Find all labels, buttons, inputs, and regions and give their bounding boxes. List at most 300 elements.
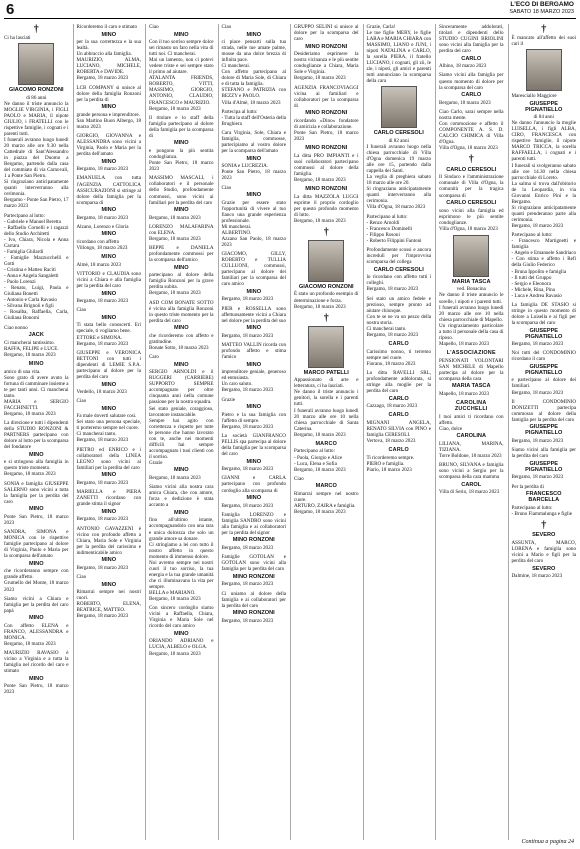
- deceased-name: MINO: [28, 506, 44, 513]
- notice-text: I funerali avranno luogo lunedì 20 marzo alle ore 9.30 nella Cattedrale di Sant'Alessandro in piazza del Duomo a Bergamo, partendo dalla casa del commiato di via Carnovali, 1 a Ponte San Pietro.: [4, 136, 69, 180]
- deceased-name: MINO: [101, 508, 117, 515]
- death-notice: [512, 302, 577, 347]
- deceased-name: MINO: [246, 404, 262, 411]
- notice-text: La ditta RAVELLI SRL, profondamente addolorata, si stringe alla moglie per la perdita del caro: [366, 369, 431, 395]
- deceased-name: CARLO: [388, 395, 409, 402]
- notice-text: - Raffaello Cornelli e i ragazzi dello Studio Architetti: [4, 224, 69, 237]
- deceased-name: SEVERO: [532, 532, 556, 539]
- deceased-name: MINO RONZONI: [232, 573, 275, 580]
- notice-text: PIERO e famiglia.: [366, 460, 405, 467]
- notice-text: Partecipano al lutto:: [511, 232, 553, 239]
- deceased-name: MINO: [246, 155, 262, 162]
- death-notice: [439, 109, 504, 151]
- notice-text: Villa d'Ogna, 18 marzo 2023: [439, 225, 498, 232]
- notice-text: Partecipano al lutto:: [294, 448, 336, 455]
- notice-text: Bergamo, 18 marzo 2023: [221, 423, 274, 430]
- notice-text: Ricorderemo il caro e stimato: [76, 24, 138, 30]
- death-notice: [4, 481, 69, 526]
- notice-text: SONIA e famiglia GIUSEPPE SALERNO sono vicini a tutta la famiglia per la perdita del caro: [4, 480, 69, 505]
- deceased-name: CARLO CERESOLI: [446, 200, 497, 207]
- notice-text: e pongono la più sentita condoglianza.: [149, 147, 214, 161]
- notice-text: Si ringraziano anticipatamente quanti interverranno alla cerimonia.: [366, 186, 431, 205]
- death-notice: [512, 484, 577, 517]
- notice-text: Ciao: [76, 398, 87, 405]
- deceased-name: MINO: [173, 630, 189, 637]
- notice-heading: MINO: [28, 361, 44, 368]
- notice-text: e si stringono alla famiglia in questo triste momento.: [4, 459, 69, 472]
- notice-text: MAURIZIO, ALMA, LUCIANO, MICHELE, ROBERTA e DAVIDE.: [76, 57, 141, 76]
- notice-text: Ti stata bello conoscerti. Eri speciale, ti vogliamo bene.: [76, 322, 141, 335]
- deceased-name: MINO: [173, 509, 189, 516]
- notice-text: MARIA e SERGIO FACCHINETTI.: [4, 398, 69, 411]
- notice-text: BELLA e MARIANO.: [149, 589, 196, 596]
- notice-text: Si ringraziano anticipatamente quanti interverranno alla cerimonia.: [4, 179, 69, 198]
- death-notice: [4, 420, 69, 477]
- notice-text: Il CONDOMINIO DONIZETTI partecipa commosso al dolore della famiglia per la perdita del caro: [511, 398, 576, 423]
- notice-text: Siamo vicini alla famiglia per la perdita del caro: [511, 447, 576, 460]
- notice-text: Bergamo, 18 marzo 2023: [294, 303, 346, 310]
- notice-text: BEPPE e DANIELA profondamente commossi per la scomparsa dell'amico: [149, 245, 214, 264]
- publication-name: L'ECO DI BERGAMO: [510, 1, 574, 8]
- notice-text: sono vicini alla famiglia ed esprimono le più sentite condoglianze.: [439, 207, 504, 226]
- notice-text: Con commozione e affetto il COMPONENTE A. S. D. CALCIO CHIMICA di Villa d'Ogna.: [439, 120, 504, 146]
- notice-text: Ciao: [76, 307, 87, 314]
- publication-date: SABATO 18 MARZO 2023: [509, 8, 574, 15]
- notice-text: Bergamo, 18 marzo 2023: [366, 286, 419, 293]
- notice-text: Mai un lamento, non ci potevi vedere triste e sei sempre stato il primo ad aiutare.: [149, 57, 214, 76]
- deceased-name: MINO: [101, 290, 117, 297]
- deceased-name: MINO: [28, 675, 44, 682]
- death-notice: [512, 350, 577, 395]
- notice-text: GIORGIO, GIOVANNA e ALESSANDRA sono vicini a Virginia, Paolo e Maria per la perdita dell'amato: [76, 133, 141, 158]
- death-notice: [222, 554, 287, 587]
- notice-text: LILIANA, MARINA, TIZIANA.: [439, 440, 504, 453]
- notice-text: Ciao: [221, 184, 232, 191]
- death-notice: [294, 441, 359, 473]
- death-notice: [4, 650, 69, 695]
- notice-text: Un abbraccio alla famiglia.: [76, 51, 132, 58]
- notice-text: Con affetto partecipano al dolore di Maria Sole, di Chiara e di tutta la famiglia.: [221, 69, 286, 88]
- deceased-name: MINO: [173, 140, 189, 147]
- notice-text: Siamo vicini alla nostra cara amica Chiara, che con amore, forza e dedizione è stata accanto a: [149, 484, 214, 509]
- death-notice: [4, 213, 69, 322]
- death-notice: [77, 447, 142, 486]
- notice-text: Bergamo, 18 marzo 2023: [221, 332, 274, 339]
- notice-text: PIER e ROSSELLA sono affettuosamente vicini a Chiara nel dolore per la perdita del suo: [221, 305, 286, 324]
- death-notice: [512, 447, 577, 480]
- notice-text: Bergamo, 18 marzo 2023: [149, 235, 201, 242]
- notice-text: MATTEO VALLIN ricorda con profondo affetto e stima l'amico: [221, 342, 286, 361]
- death-notice: [77, 175, 142, 220]
- death-notice: [149, 484, 214, 602]
- death-notice: [512, 520, 577, 579]
- notice-text: Grazie, Carla!: [366, 24, 396, 30]
- notice-text: Noi avremo sempre nei nostri cuori il tuo sorriso, la tua energia e la tua grande umanità che ci illuminavano la vita per sempre.: [149, 559, 214, 590]
- notice-text: Famiglie GOTOLAN e GOTOLAN sono vicini alla famiglia per la perdita del caro: [221, 554, 286, 573]
- deceased-name: MINO: [173, 31, 189, 38]
- notice-text: Bergamo, 18 marzo 2023: [149, 474, 201, 481]
- deceased-name: CAROLINA: [456, 433, 487, 440]
- notice-text: Almè, 18 marzo 2023: [76, 261, 121, 268]
- notice-text: - Rosalba, Raffaella, Carla, Giuliana Bonomi: [4, 309, 69, 322]
- death-notice: [512, 399, 577, 444]
- notice-text: Grazie: [149, 459, 163, 466]
- notice-text: Ciao, dolce: [439, 425, 463, 432]
- death-notice: [294, 227, 359, 310]
- death-notice: [294, 24, 359, 81]
- notice-text: Siamo vicini a Chiara e famiglia per la perdita del caro papà: [4, 595, 69, 614]
- notice-text: Bergamo, 18 marzo 2023: [76, 298, 129, 305]
- deceased-photo: [526, 49, 562, 91]
- notice-text: ci piace pensarti sulla tua strada, nelle tue amate palme, mosse da una dolce brezza di infinita pace.: [221, 39, 286, 64]
- notice-text: MASSIMO MASCALI, i collaboratori e il personale dello Studio, profondamente commossi, sono vicini ai familiari per la perdita del caro: [149, 175, 214, 206]
- notice-text: ORIANDO ADRIANO e LUCIA, ALBELO e OLGA.: [149, 638, 214, 651]
- notice-text: Il Sindaco e l'amministrazione comunale di Villa d'Ogna, la comunità per la tragica scomparsa di: [439, 174, 504, 199]
- death-notice: [512, 232, 577, 299]
- notice-text: Famiglia LORENZO e famiglia SANDRO sono vicini alla famiglia e ai collaboratori per la perdita del signor: [221, 511, 286, 536]
- death-notice: [222, 306, 287, 339]
- notice-text: e partecipano al dolore dei familiari.: [511, 377, 576, 390]
- notice-text: Ponte San Pietro, 18 marzo 2023: [4, 513, 69, 526]
- death-notice: [4, 529, 69, 592]
- deceased-name: MINO: [28, 615, 44, 622]
- cross-icon: †: [33, 24, 39, 35]
- notice-text: I tuoi amici ti ricordano con affetto.: [439, 413, 504, 426]
- notice-text: che ricorderanno sempre con grande affetto.: [4, 568, 69, 581]
- notice-text: LCB COMPANY si unisce al dolore della famiglia Ronzoni per la perdita di: [76, 84, 141, 103]
- notice-text: - Renzo Arnoldi: [366, 219, 400, 226]
- notice-text: Piario, 18 marzo 2023: [366, 466, 412, 473]
- notice-text: Sempre hai agito con correttezza e rispetto per tutte le persone che hanno lavorato con te, anche nei momenti difficili hai sempre accompagnato i tuoi clienti con il sorriso.: [149, 417, 214, 460]
- notice-text: La famiglia DE STASIO si stringe in questo momento di dolore a Luisella e ai figli per la scomparsa del caro: [511, 301, 576, 327]
- notice-text: - Angelo e Emanuele Sandriaco: [511, 250, 576, 257]
- death-notice: [367, 24, 432, 211]
- notice-text: ARTURO, ZAIRA e famiglia.: [294, 502, 356, 509]
- notice-text: Ponte San Pietro, 18 marzo 2023: [149, 160, 214, 173]
- death-notice: [439, 400, 504, 459]
- death-notice: [222, 251, 287, 302]
- notice-text: La ditta PRO IMPIANTI e i suoi collaboratori partecipano commossi al dolore della famiglia.: [294, 152, 359, 177]
- notice-text: Il titolare e lo staff della famiglia partecipano al dolore della famiglia per la scomparsa di: [149, 114, 214, 139]
- notice-text: Sei stato una persona speciale, ti porteremo sempre nel cuore.: [76, 419, 141, 432]
- death-notice: [149, 245, 214, 296]
- notice-text: Sono grato di avere avuto la fortuna di camminare insieme a te per tanti anni. Ci mancherai tanto.: [4, 374, 69, 399]
- notice-text: Bergamo, 18 marzo 2023: [149, 650, 201, 657]
- column-2: [73, 24, 142, 840]
- death-notice: [222, 397, 287, 430]
- death-notice: [222, 342, 287, 393]
- notice-text: Sei stato geniale, coraggioso, lavoratore instancabile.: [149, 405, 214, 418]
- deceased-name: MINO: [101, 472, 117, 479]
- column-4: [218, 24, 287, 840]
- notice-text: La salma si trova dall'obitorio de la Leopardia, in via Giovanni Enrico Pini e la Bergamo.: [511, 180, 576, 205]
- notice-text: Ciao: [149, 24, 159, 30]
- notice-text: San Martino Buon Albergo, 18 marzo 2023: [76, 117, 141, 130]
- notice-text: Bergamo, 18 marzo 2023: [76, 75, 129, 82]
- notice-text: SONIA e LUCREZIA.: [221, 163, 269, 170]
- deceased-photo: [381, 86, 417, 128]
- deceased-name: MINO: [101, 158, 117, 165]
- column-5: [290, 24, 359, 840]
- notice-text: Ci mancherai.: [221, 63, 251, 70]
- death-notice: [77, 307, 142, 346]
- notice-text: I funerali avranno luogo lunedì 20 marzo alle ore 10 nella chiesa parrocchiale di Santa Caterina.: [294, 407, 359, 432]
- notice-text: Bergamo, 18 marzo 2023: [149, 105, 201, 112]
- notice-text: Rimarrai sempre nei nostri cuori.: [76, 589, 141, 602]
- notice-text: Bergamo, 18 marzo 2023: [76, 479, 129, 486]
- notice-text: Ne danno l'annuncio la moglie LUISELLA, i figli ALBA, CIRO, FRANCESCA con rispettive famiglie, il nipote MARCO TRICCA, la sorella RAFFAELLA, i cognati e i parenti tutti.: [511, 120, 576, 163]
- death-notice: [77, 398, 142, 443]
- death-notice: [77, 224, 142, 251]
- notice-text: Mapello, 18 marzo 2023: [439, 340, 490, 347]
- deceased-photo: [18, 43, 54, 85]
- death-notice: [77, 489, 142, 522]
- death-notice: [4, 325, 69, 358]
- notice-text: Partecipano al lutto:: [511, 504, 553, 511]
- deceased-name: MARCO: [315, 483, 337, 490]
- notice-text: MARIELLA e PIERA ZANETTI ricordano con grande stima il signor: [76, 489, 141, 508]
- notice-text: Appassionato di arte e letteratura, ci ha lasciati.: [294, 377, 359, 390]
- cross-icon: †: [541, 24, 547, 35]
- deceased-name: GIACOMO RONZONI: [8, 87, 64, 94]
- notice-text: Bergamo, 18 marzo 2023: [221, 466, 274, 473]
- notice-text: Ci mancherai tantissimo.: [4, 339, 55, 346]
- notice-text: Bergamo, 18 marzo 2023: [4, 471, 56, 478]
- deceased-name: MINO: [101, 581, 117, 588]
- notice-text: Si ringraziano anticipatamente quanti prenderanno parte alla cerimonia.: [511, 204, 576, 223]
- deceased-name: CARLO CERESOLI: [373, 266, 424, 273]
- notice-text: AGENZIA FRANCOVIAGGI vicina ai familiari e collaboratori per la scomparsa di: [294, 84, 359, 109]
- notice-text: Bergamo, 18 marzo 2023: [76, 516, 129, 523]
- death-notice: [367, 214, 432, 244]
- notice-text: Ciao: [294, 475, 304, 482]
- notice-text: Con sincero cordoglio siamo vicini a Raffaella, Chiara, Virginia e Maria Sole nel ricordo del caro amico: [149, 605, 214, 630]
- death-notice: [77, 24, 142, 81]
- notice-text: lo ricordano con affetto tutti i colleghi.: [366, 274, 431, 287]
- notice-text: Bergamo, 18 marzo 2023: [76, 166, 129, 173]
- death-notice: [222, 185, 287, 248]
- notice-text: Bergamo, 18 marzo 2023: [76, 340, 129, 347]
- death-notice: [149, 24, 214, 112]
- death-notice: [4, 596, 69, 647]
- notice-text: - Paola, Giorgio e Alice: [294, 454, 343, 461]
- notice-subtext: ved. Bonacina: [456, 286, 486, 293]
- deceased-name: MINO RONZONI: [305, 145, 348, 152]
- notice-text: Ci mancherai tanto.: [76, 431, 117, 438]
- notice-text: ANTONIO GAVAZZENI è vicino con profondo affetto a Chiara, Maria Sole e Virginia per la perdita del carissimo e indimenticabile amico: [76, 525, 141, 556]
- notice-text: Bergamo, 18 marzo 2023: [294, 217, 346, 224]
- notice-text: PIETRO ed ENRICO e i collaboratori della LINEA LEGNO sono vicini ai familiari per la perdita del caro: [76, 446, 141, 471]
- notice-text: - Antonio e Carla Ravasio: [4, 297, 57, 304]
- notice-text: Bergamo, 18 marzo 2023: [76, 437, 129, 444]
- death-notice: [294, 145, 359, 183]
- notice-text: Con affetto ELENA e FRANCO, ALESSANDRA e MONICA.: [4, 622, 69, 641]
- deceased-name: FRANCESCO BARCELLA: [526, 491, 562, 504]
- deceased-name: CARLO CERESOLI: [373, 130, 424, 137]
- deceased-name: GIACOMO RONZONI: [298, 283, 354, 290]
- notice-text: Mi mancherai.: [221, 223, 252, 230]
- notice-heading: MARCO: [315, 440, 338, 447]
- deceased-name: MINO: [173, 325, 189, 332]
- deceased-name: GIUSEPPE PIGNATIELLO: [525, 460, 563, 473]
- death-notice: [222, 591, 287, 624]
- notice-text: Bergamo, 18 marzo 2023: [221, 296, 274, 303]
- notice-text: Bergamo, 18 marzo 2023: [366, 331, 419, 338]
- notice-text: Fa male doverti salutare così.: [76, 413, 137, 420]
- deceased-name: MINO: [28, 560, 44, 567]
- notice-text: Bergamo, 18 marzo 2023: [221, 502, 274, 509]
- notice-text: Ci mancherai tanto.: [366, 325, 407, 332]
- notice-text: Ci stringiamo a lei con tutto il nostro affetto in questo momento di immenso dolore.: [149, 541, 214, 560]
- notice-text: Bergamo, 18 marzo 2023: [439, 99, 491, 106]
- notice-text: Ponte San Pietro, 18 marzo 2023: [294, 129, 359, 142]
- death-notice: [222, 512, 287, 551]
- deceased-name: MINO: [101, 405, 117, 412]
- deceased-name: MINO: [101, 207, 117, 214]
- notice-text: Vertova, 18 marzo 2023: [366, 438, 416, 445]
- notice-text: - Gabriele e Manuel Beretta: [4, 218, 61, 225]
- notice-heading: CARLO: [388, 447, 409, 454]
- column-6: [363, 24, 432, 840]
- notice-text: Con te se ne va un pezzo della nostra storia.: [366, 313, 431, 326]
- deceased-name: MINO RONZONI: [232, 610, 275, 617]
- death-notice: [222, 433, 287, 472]
- death-notice: [149, 115, 214, 172]
- deceased-name: MINO RONZONI: [305, 186, 348, 193]
- notice-text: Alzano, Lorenzo e Gloria: [76, 223, 129, 230]
- notice-text: MIGNANI ANGELA, RENATO SILVIA con PINO e famiglia CERESOLI.: [366, 419, 431, 438]
- death-notice: [149, 300, 214, 351]
- notice-text: - Francesco Martignetti e famiglia: [511, 238, 576, 251]
- notice-text: Bergamo, 18 marzo 2023: [511, 474, 564, 481]
- death-notice: [149, 175, 214, 220]
- notice-text: imprenditore geniale, generoso ed entusiasta.: [221, 369, 286, 382]
- notice-text: GIACOMO, GILLY, ROBERTO e TULLIA CULLUONI, commossi, partecipano al dolore dei familiari per la scomparsa del caro amico: [221, 251, 286, 288]
- notice-text: Un caro saluto.: [221, 381, 253, 388]
- deceased-photo: [308, 240, 344, 282]
- death-notice: [222, 130, 287, 181]
- deceased-name: MINO: [246, 361, 262, 368]
- notice-text: Mapello, 18 marzo 2023: [439, 390, 490, 397]
- page-header: [4, 0, 576, 19]
- notice-text: Ti ricorderemo sempre.: [366, 454, 415, 461]
- death-notice: [149, 224, 214, 242]
- notice-text: Villa d'Ogna, 18 marzo 2023: [439, 145, 498, 152]
- cross-icon: †: [468, 154, 474, 166]
- deceased-name: MINO: [173, 361, 189, 368]
- notice-text: Bergamo, 18 marzo 2023: [149, 214, 201, 221]
- notice-text: fino all'ultimo istante, accompagnandolo con una rara e unica dolcezza che solo un grande amore sa donare.: [149, 517, 214, 542]
- notice-text: Ne danno il triste annuncio i genitori, la sorella e i parenti tutti.: [294, 389, 359, 408]
- deceased-name: MINO RONZONI: [305, 43, 348, 50]
- continued-note: Continua a pagina 24: [521, 839, 574, 845]
- notice-text: ASSUNTA, MARCO, LORENA e famiglia sono vicini a Mario e figli per la perdita del caro: [511, 539, 576, 564]
- notice-text: Bergamo, 18 marzo 2023: [221, 581, 274, 588]
- notice-text: Bergamo, 18 marzo 2023: [4, 410, 56, 417]
- deceased-name: MINO: [101, 314, 117, 321]
- column-7: [435, 24, 504, 840]
- notice-text: Sei stato un amico fedele e prezioso, sempre pronto ad aiutare chiunque.: [366, 295, 431, 314]
- notice-text: Fiorano, 18 marzo 2023: [366, 360, 416, 367]
- death-notice: [77, 133, 142, 172]
- deceased-name: MINO: [101, 557, 117, 564]
- notice-text: Pietro e la sua famiglia con l'affetto di sempre.: [221, 411, 286, 424]
- deceased-name: JACK: [28, 332, 44, 339]
- notice-text: - Famiglie Mazzucchelli e Gotti: [4, 254, 69, 267]
- notice-text: Azzano San Paolo, 18 marzo 2023: [221, 235, 286, 248]
- notice-text: Bergamo - Ponte San Pietro, 17 marzo 2023: [4, 197, 69, 210]
- notice-text: Bergamo, 18 marzo 2023: [149, 290, 201, 297]
- notice-text: Villongo, 18 marzo 2023: [76, 245, 128, 252]
- cross-icon: †: [323, 312, 329, 324]
- notice-text: Ciao: [221, 24, 232, 30]
- notice-subtext: di 86 anni: [26, 94, 47, 101]
- death-notice: [439, 350, 504, 397]
- notice-text: Ci ha lasciati: [4, 35, 31, 41]
- column-1: [4, 24, 69, 840]
- notice-text: - Michele, Rina, Pina: [511, 286, 555, 293]
- notice-text: I funerali avranno luogo nella chiesa parrocchiale di Villa d'Ogna domenica 19 marzo alle ore 15, partendo dalla cappella dei Santi.: [366, 144, 431, 175]
- deceased-name: MINO: [246, 31, 262, 38]
- death-notice: [294, 313, 359, 438]
- notice-text: Partecipa al lutto:: [221, 108, 258, 115]
- notice-text: Ponte San Pietro, 18 marzo 2023: [4, 683, 69, 696]
- cross-icon: †: [541, 519, 547, 531]
- notice-text: - Ivo, Chiara, Nicola e Anna Carrara: [4, 236, 69, 249]
- death-notice: [439, 462, 504, 495]
- notice-text: Profondamente scossi e ancora increduli per l'improvvisa scomparsa del collega: [366, 247, 431, 266]
- notice-text: ricordando «Dino» fondatore di amicizia e collaborazione.: [294, 117, 359, 130]
- notice-text: Bergamo, 18 marzo 2023: [294, 466, 346, 473]
- death-notice: [512, 24, 577, 229]
- deceased-name: MINO: [101, 381, 117, 388]
- death-notice: [77, 254, 142, 268]
- death-notice: [439, 72, 504, 105]
- notice-text: Bergamo, 18 marzo 2023: [511, 389, 564, 396]
- notice-text: Caro: [149, 354, 159, 361]
- notice-text: Partecipano al lutto:: [366, 213, 408, 220]
- notice-text: - Cristina e Matteo Raciti: [4, 267, 56, 274]
- deceased-name: GIUSEPPE PIGNATIELLO: [525, 424, 563, 437]
- notice-text: - Tutta la staff dell'Osteria della Brughiera: [221, 114, 286, 127]
- notice-text: Bergamo, 18 marzo 2023: [221, 387, 274, 394]
- notice-text: Bonate Sotto, 18 marzo 2023: [149, 344, 209, 351]
- deceased-name: MINO: [246, 458, 262, 465]
- deceased-name: CARLO: [461, 92, 482, 99]
- deceased-name: MINO: [246, 192, 262, 199]
- notice-text: che ricorderemo con affetto e gratitudine.: [149, 332, 214, 345]
- notice-text: VITTORIO e CLAUDIA sono vicini a Chiara e alla famiglia per la perdita del caro: [76, 270, 141, 290]
- notice-text: Dalmine, 18 marzo 2023: [511, 573, 563, 580]
- deceased-name: MINO: [173, 264, 189, 271]
- notice-text: - Con stima e affetto i Refi della Giulio Federico: [511, 256, 576, 269]
- notice-text: Villa d'Ogna, 18 marzo 2023: [366, 204, 426, 211]
- notice-text: Noi tutti del CONDOMINIO ricordano il caro: [511, 350, 576, 363]
- notice-text: Cara Virginia, Sole, Chiara e famiglia, commosse, partecipiamo al vostro dolore per la scomparsa dell'amato: [221, 130, 286, 155]
- notice-text: Bergamo, 18 marzo 2023: [294, 75, 346, 82]
- deceased-name: GIUSEPPE PIGNATIELLO: [525, 100, 563, 113]
- notice-text: Bergamo, 18 marzo 2023: [294, 431, 346, 438]
- notice-text: - Famiglia Ghilardi: [4, 248, 44, 255]
- notice-text: Siamo vicini alla famiglia per questo momento di dolore per la scomparsa del caro: [439, 72, 504, 91]
- deceased-name: GIUSEPPE PIGNATIELLO: [525, 363, 563, 376]
- deceased-name: MARIA TASCA: [451, 278, 491, 285]
- notice-text: - Roberto Filippini Fantoni: [366, 237, 422, 244]
- deceased-name: MINO RONZONI: [305, 110, 348, 117]
- death-notice: [367, 447, 432, 473]
- notice-text: Torre Boldone, 18 marzo 2023: [439, 452, 502, 459]
- notice-subtext: di 84 anni: [533, 114, 554, 121]
